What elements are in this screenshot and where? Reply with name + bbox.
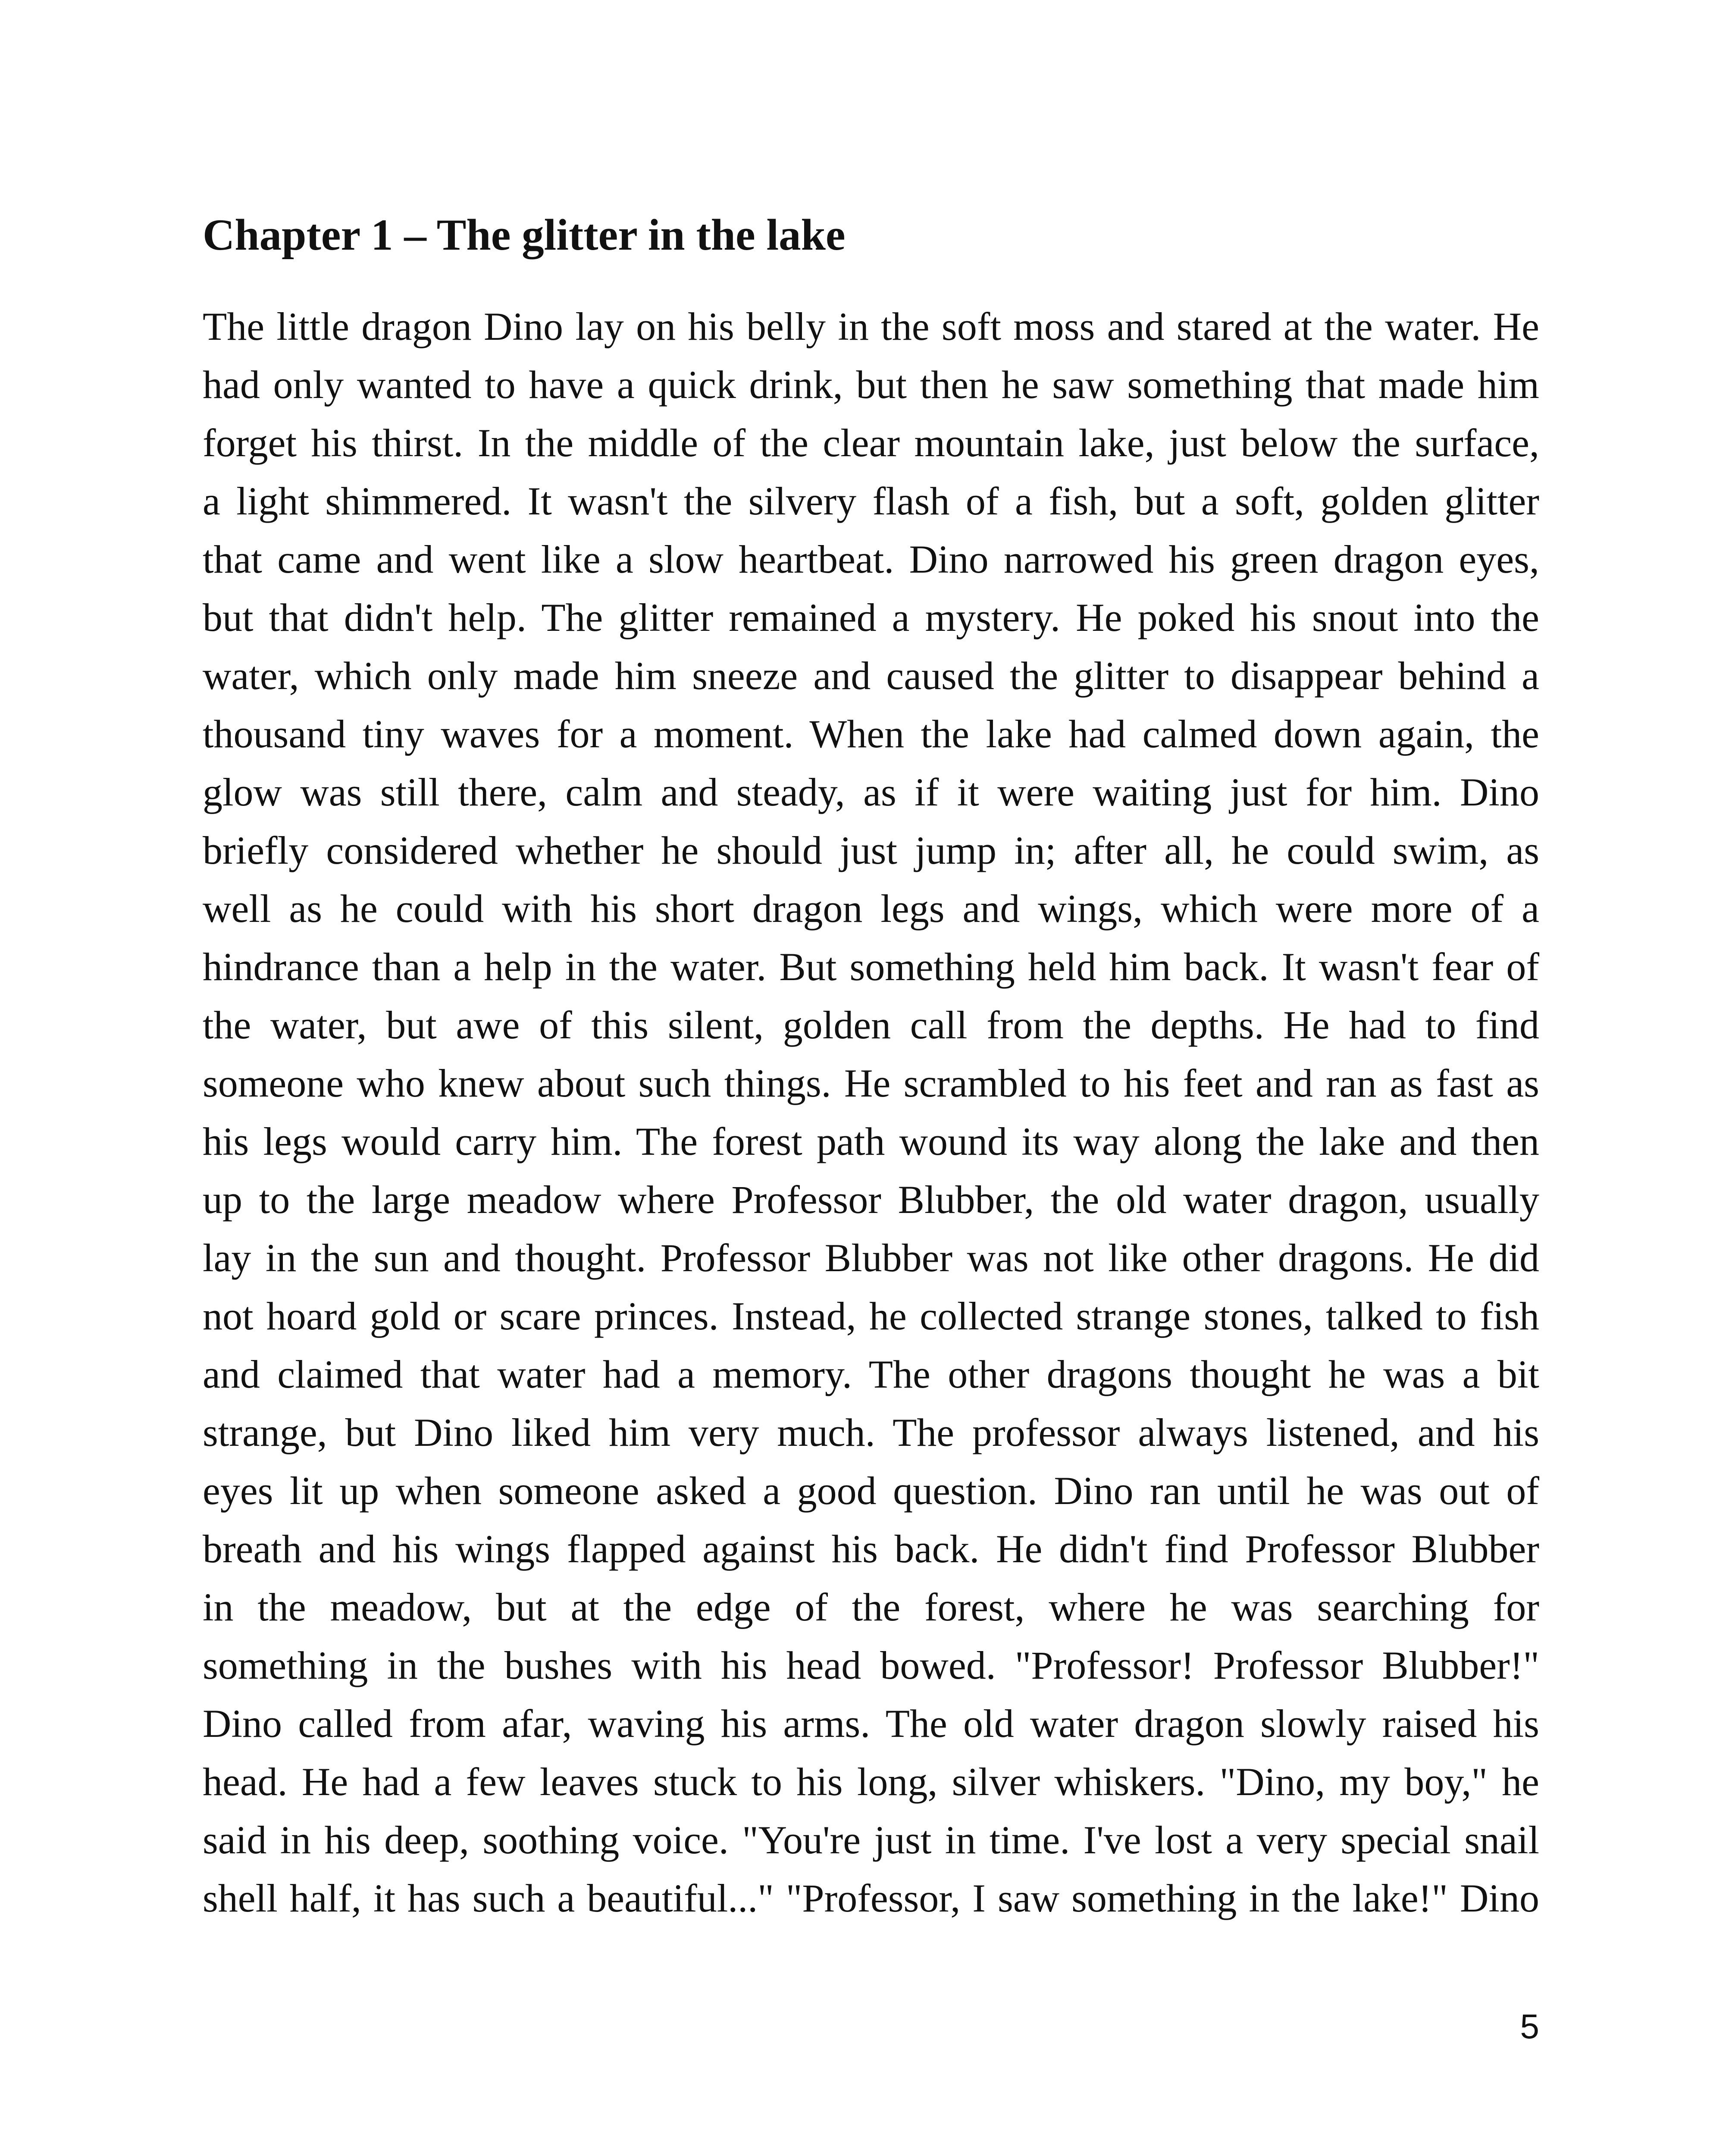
text-line: The little dragon Dino lay on his belly in the soft moss and stared at the water. He [203, 304, 1539, 348]
text-line: thousand tiny waves for a moment. When the lake had calmed down again, the [203, 712, 1539, 756]
text-line: a light shimmered. It wasn't the silvery flash of a fish, but a soft, golden glitter [203, 479, 1539, 523]
text-line: up to the large meadow where Professor Blubber, the old water dragon, usually [203, 1178, 1539, 1222]
text-line: strange, but Dino liked him very much. The professor always listened, and his [203, 1410, 1539, 1454]
text-line: but that didn't help. The glitter remained a mystery. He poked his snout into the [203, 595, 1539, 639]
text-line: breath and his wings flapped against his back. He didn't find Professor Blubber [203, 1527, 1539, 1571]
text-line: had only wanted to have a quick drink, but then he saw something that made him [203, 363, 1539, 407]
text-line: Dino called from afar, waving his arms. The old water dragon slowly raised his [203, 1702, 1539, 1745]
text-line: in the meadow, but at the edge of the forest, where he was searching for [203, 1585, 1539, 1629]
text-line: lay in the sun and thought. Professor Blubber was not like other dragons. He did [203, 1236, 1539, 1280]
text-line: shell half, it has such a beautiful..." "Professor, I saw something in the lake!" Dino [203, 1876, 1539, 1920]
text-line: and claimed that water had a memory. The other dragons thought he was a bit [203, 1352, 1539, 1396]
text-line: well as he could with his short dragon legs and wings, which were more of a [203, 887, 1539, 931]
text-line: not hoard gold or scare princes. Instead, he collected strange stones, talked to fish [203, 1294, 1539, 1338]
text-line: water, which only made him sneeze and caused the glitter to disappear behind a [203, 654, 1539, 698]
body-paragraph [203, 298, 1539, 1927]
page-number: 5 [1520, 2007, 1539, 2046]
text-line: said in his deep, soothing voice. "You're just in time. I've lost a very special snail [203, 1818, 1539, 1862]
text-line: head. He had a few leaves stuck to his long, silver whiskers. "Dino, my boy," he [203, 1760, 1539, 1804]
text-line: someone who knew about such things. He scrambled to his feet and ran as fast as [203, 1061, 1539, 1105]
text-line: something in the bushes with his head bowed. "Professor! Professor Blubber!" [203, 1643, 1539, 1687]
text-line: forget his thirst. In the middle of the clear mountain lake, just below the surface, [203, 421, 1539, 465]
text-line: briefly considered whether he should just jump in; after all, he could swim, as [203, 828, 1539, 872]
text-line: hindrance than a help in the water. But something held him back. It wasn't fear of [203, 945, 1539, 989]
text-line: his legs would carry him. The forest path wound its way along the lake and then [203, 1119, 1539, 1163]
text-line: eyes lit up when someone asked a good question. Dino ran until he was out of [203, 1469, 1539, 1513]
text-line: glow was still there, calm and steady, as if it were waiting just for him. Dino [203, 770, 1539, 814]
text-line: the water, but awe of this silent, golden call from the depths. He had to find [203, 1003, 1539, 1047]
text-line: that came and went like a slow heartbeat. Dino narrowed his green dragon eyes, [203, 537, 1539, 581]
chapter-title: Chapter 1 – The glitter in the lake [203, 210, 846, 260]
